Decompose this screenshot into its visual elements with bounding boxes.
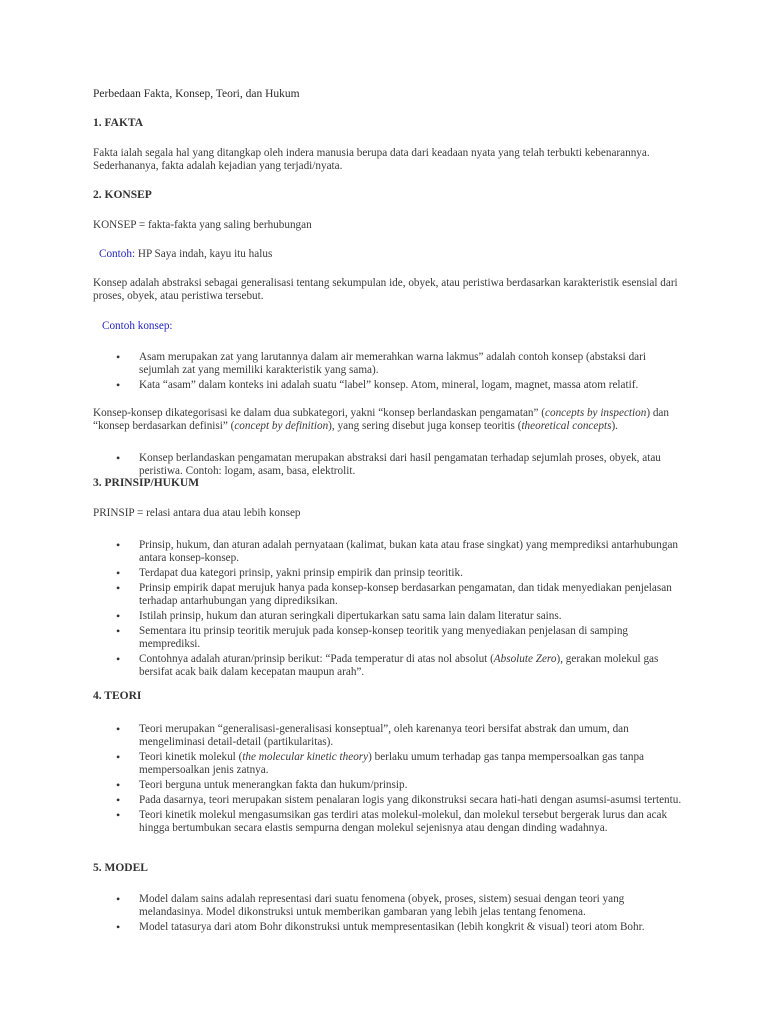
list-item: • Prinsip empirik dapat merujuk hanya pada konsep-konsep berdasarkan pengamatan, dan tidak menyediakan penjelasan terhadap antarhubungan yang diprediksikan. — [93, 582, 683, 608]
teori-bullet2-text-2: ) berlaku umum terhadap gas tanpa mempersoalkan gas tanpa mempersoalkan jenis zatnya. — [139, 751, 644, 776]
heading-fakta: 1. FAKTA — [93, 117, 144, 129]
prinsip-definition: PRINSIP = relasi antara dua atau lebih konsep — [93, 507, 301, 519]
konsep-paragraph: Konsep adalah abstraksi sebagai generalisasi tentang sekumpulan ide, obyek, atau peristiwa berdasarkan karakteristik esensial dari proses, obyek, atau peristiwa tersebut. — [93, 277, 678, 302]
list-item: • Teori merupakan “generalisasi-generalisasi konseptual”, oleh karenanya teori bersifat abstrak dan umum, dan mengeliminasi detail-detail (partikularitas). — [93, 723, 683, 749]
list-item: • Istilah prinsip, hukum dan aturan seringkali dipertukarkan satu sama lain dalam literatur sains. — [93, 610, 683, 623]
categories-term-3: theoretical concepts — [521, 420, 612, 432]
teori-bullet-list — [93, 723, 683, 837]
example-label: Contoh: — [99, 248, 136, 260]
list-item: • Model dalam sains adalah representasi dari suatu fenomena (obyek, proses, sistem) sesuai dengan teori yang melandasinya. Model dikonstruksi untuk memberikan gambaran yang lebih jelas tentang fenomena. — [93, 893, 683, 919]
konsep-bullet-list-2 — [93, 452, 683, 480]
categories-term-1: concepts by inspection — [545, 407, 647, 419]
fakta-paragraph: Fakta ialah segala hal yang ditangkap oleh indera manusia berupa data dari keadaan nyata yang telah terbukti kebenarannya. Sederhananya, fakta adalah kejadian yang terjadi/nyata. — [93, 147, 650, 172]
categories-text-3: ), yang sering disebut juga konsep teoritis ( — [328, 420, 522, 432]
list-item: • Pada dasarnya, teori merupakan sistem penalaran logis yang dikonstruksi secara hati-hati dengan asumsi-asumsi tertentu. — [93, 794, 683, 807]
list-item: • Kata “asam” dalam konteks ini adalah suatu “label” konsep. Atom, mineral, logam, magnet, massa atom relatif. — [93, 379, 683, 392]
konsep-categories-paragraph — [93, 407, 683, 433]
konsep-definition: KONSEP = fakta-fakta yang saling berhubungan — [93, 219, 312, 231]
categories-text-1: Konsep-konsep dikategorisasi ke dalam dua subkategori, yakni “konsep berlandaskan pengamatan” ( — [93, 407, 546, 419]
konsep-examples-label: Contoh konsep: — [102, 320, 173, 332]
prinsip-bullet-list — [93, 539, 683, 681]
heading-konsep: 2. KONSEP — [93, 189, 152, 201]
teori-bullet2-term: the molecular kinetic theory — [242, 751, 369, 763]
list-item: • Model tatasurya dari atom Bohr dikonstruksi untuk mempresentasikan (lebih kongkrit & visual) teori atom Bohr. — [93, 921, 683, 934]
categories-text-2: ) dan “konsep berdasarkan definisi” ( — [93, 407, 669, 432]
list-item: • Prinsip, hukum, dan aturan adalah pernyataan (kalimat, bukan kata atau frase singkat) yang memprediksi antarhubungan antara konsep-konsep. — [93, 539, 683, 565]
list-item: • Terdapat dua kategori prinsip, yakni prinsip empirik dan prinsip teoritik. — [93, 567, 683, 580]
konsep-example — [99, 248, 689, 261]
list-item: • Teori kinetik molekul mengasumsikan gas terdiri atas molekul-molekul, dan molekul tersebut bergerak lurus dan acak hingga bertumbukan secara elastis sempurna dengan molekul sejenisnya atau dengan dinding wadahnya. — [93, 809, 683, 835]
model-bullet-list — [93, 893, 683, 936]
heading-model: 5. MODEL — [93, 862, 148, 874]
categories-term-2: concept by definition — [234, 420, 329, 432]
konsep-bullet-list — [93, 351, 683, 394]
heading-teori: 4. TEORI — [93, 690, 142, 702]
example-text: HP Saya indah, kayu itu halus — [135, 248, 273, 260]
list-item — [93, 751, 683, 777]
list-item: • Sementara itu prinsip teoritik merujuk pada konsep-konsep teoritik yang menyediakan penjelasan di samping memprediksi. — [93, 625, 683, 651]
list-item: • Teori berguna untuk menerangkan fakta dan hukum/prinsip. — [93, 779, 683, 792]
list-item — [93, 653, 683, 679]
document-title: Perbedaan Fakta, Konsep, Teori, dan Hukum — [93, 88, 300, 100]
categories-text-4: ). — [611, 420, 618, 432]
prinsip-last-text-1: Contohnya adalah aturan/prinsip berikut: “Pada temperatur di atas nol absolut ( — [139, 653, 494, 665]
list-item: • Asam merupakan zat yang larutannya dalam air memerahkan warna lakmus” adalah contoh konsep (abstaksi dari sejumlah zat yang memiliki karakteristik yang sama). — [93, 351, 683, 377]
list-item: • Konsep berlandaskan pengamatan merupakan abstraksi dari hasil pengamatan terhadap sejumlah proses, obyek, atau peristiwa. Contoh: logam, asam, basa, elektrolit. — [93, 452, 683, 478]
prinsip-last-term: Absolute Zero — [493, 653, 557, 665]
heading-prinsip: 3. PRINSIP/HUKUM — [93, 477, 200, 489]
teori-bullet2-text-1: Teori kinetik molekul ( — [139, 751, 243, 763]
prinsip-last-text-2: ), gerakan molekul gas bersifat acak baik dalam kecepatan maupun arah”. — [139, 653, 659, 678]
